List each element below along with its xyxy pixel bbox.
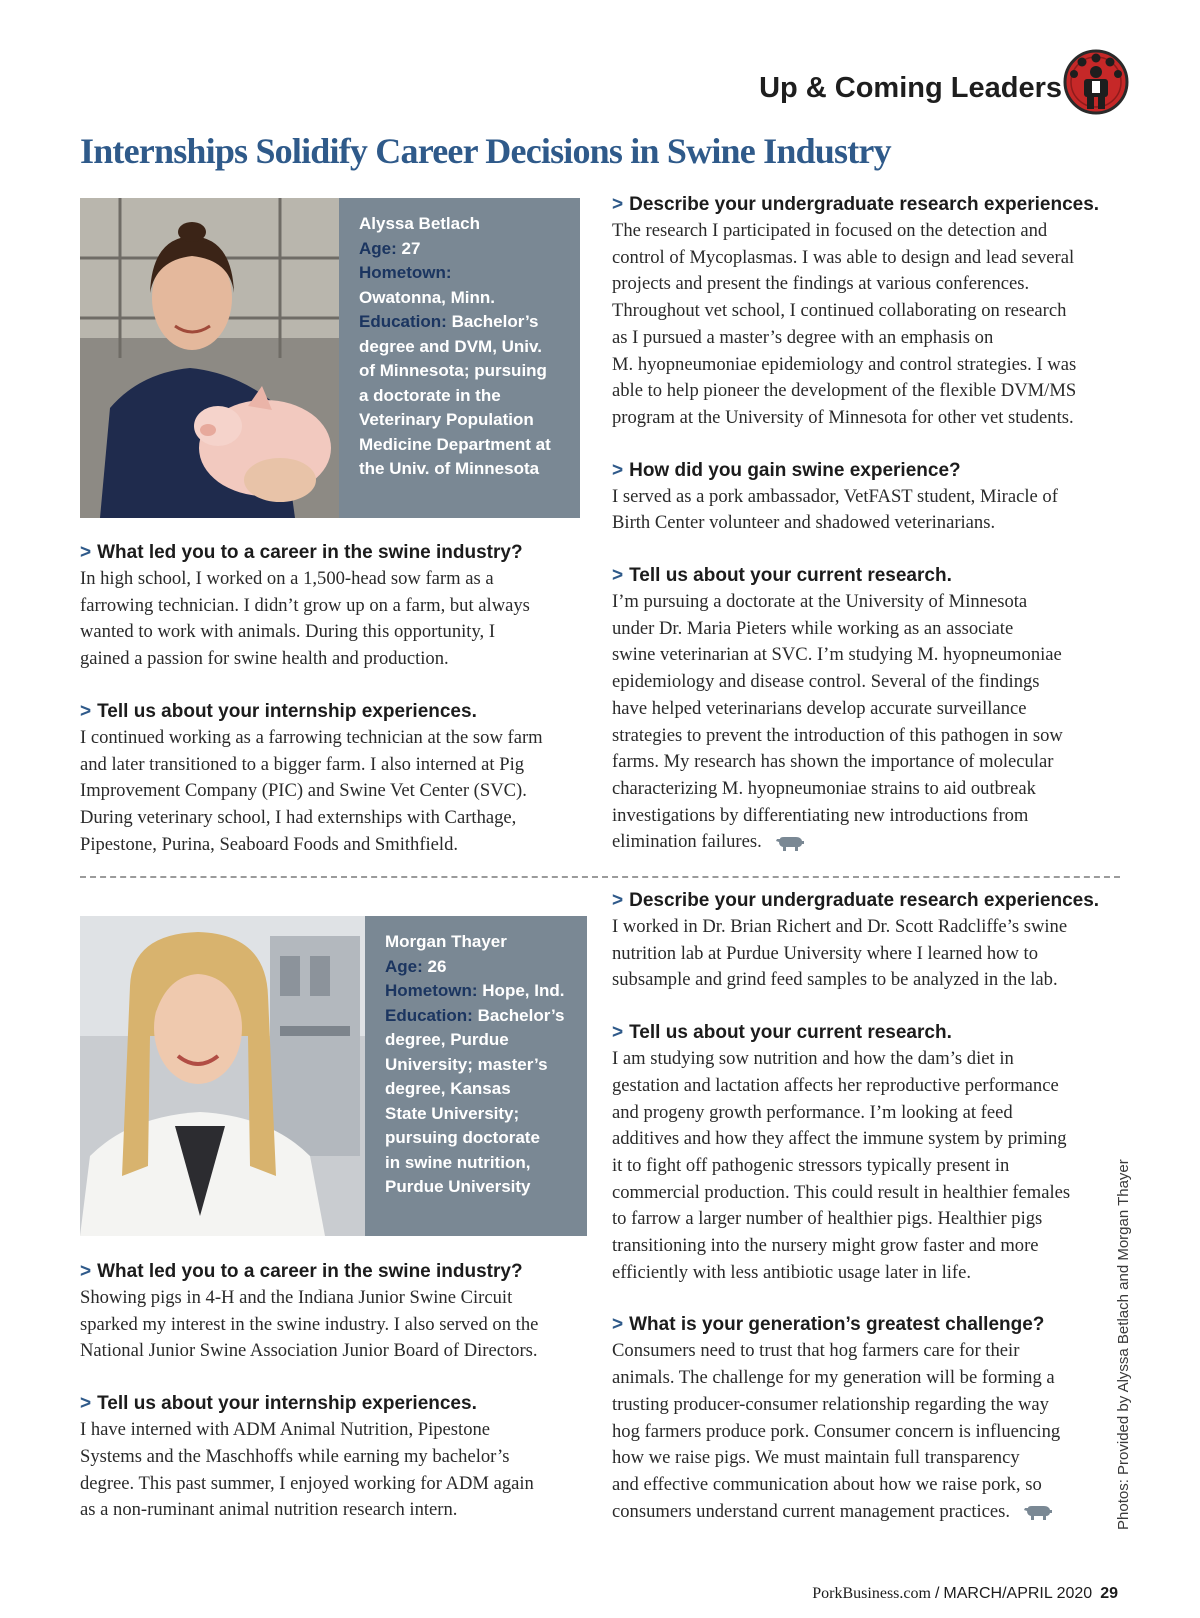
question-heading: > What led you to a career in the swine industry? [80,542,523,563]
bio-education-line: degree and DVM, Univ. [359,336,542,356]
bio-age-label: Age: [359,238,397,258]
right-column-morgan [612,888,1122,1525]
question-heading: > Tell us about your internship experiences. [80,1393,477,1415]
answer-text: I have interned with ADM Animal Nutrition, Pipestone Systems and the Maschhoffs while earning my bachelor’s degree. This past summer, I enjoyed working for ADM again as a non-ruminant animal nutrition research intern. [80,1419,534,1521]
bio-education-line: Veterinary Population [359,410,534,429]
pig-icon [776,835,804,851]
bio-education-line: of Minnesota; pursuing [359,361,547,380]
bio-box-alyssa [339,198,580,518]
answer-text: Showing pigs in 4-H and the Indiana Junior Swine Circuit sparked my interest in the swine industry. I also served on the National Junior Swine Association Junior Board of Directors. [80,1287,539,1362]
leaders-logo-icon [1062,48,1130,116]
question-heading: > Tell us about your current research. [612,1022,952,1044]
bio-education-line: Bachelor’s [451,312,539,331]
bio-hometown: Owatonna, Minn. [359,287,495,307]
portrait-photo-morgan [80,916,365,1236]
bio-name: Alyssa Betlach [359,214,480,233]
headline: Internships Solidify Career Decisions in Swine Industry [80,131,891,171]
bio-hometown-label: Hometown: [359,263,452,282]
bio-age: 27 [401,238,421,258]
bio-age-label: Age: [385,956,423,976]
portrait-photo-alyssa [80,198,339,518]
answer-text: I’m pursuing a doctorate at the University of Minnesota under Dr. Maria Pieters while working as an associate swine veterinarian at SVC. I’m studying M. hyopneumoniae epidemiology and disease control. Several of the findings have helped veterinarians develop accurate surveillance strategies to prevent the introduction of this pathogen in sow farms. My research has shown the importance of molecular characterizing M. hyopneumoniae strains to aid outbreak investigations by differentiating new introductions from elimination failures. [612,591,1063,853]
bio-education-line: State University; [385,1103,520,1123]
bio-age: 26 [427,956,447,976]
bio-education-line: pursuing doctorate [385,1128,540,1147]
pig-icon [1024,1504,1052,1520]
arrow-icon: > [612,1022,624,1044]
bio-education-line: Purdue University [385,1177,531,1196]
bio-education-line: a doctorate in the [359,385,501,405]
profile-divider [80,876,1120,878]
footer-issue: MARCH/APRIL 2020 [943,1585,1093,1602]
question-heading: > Describe your undergraduate research experiences. [612,194,1100,215]
arrow-icon: > [612,565,624,587]
bio-education-line: in swine nutrition, [385,1152,531,1172]
question-heading: > What led you to a career in the swine industry? [80,1261,523,1282]
answer-text: I served as a pork ambassador, VetFAST student, Miracle of Birth Center volunteer and shadowed veterinarians. [612,485,1058,534]
photo-credit: Photos: Provided by Alyssa Betlach and Morgan Thayer [1115,1159,1132,1530]
answer-text: Consumers need to trust that hog farmers care for their animals. The challenge for my generation will be forming a trusting producer-consumer relationship regarding the way hog farmers produce pork. Consumer concern is influencing how we raise pigs. We must maintain full transparency and effective communication about how we raise pork, so consumers understand current management practices. [612,1340,1061,1522]
bio-education-line: University; master’s [385,1054,548,1074]
question-heading: > Tell us about your internship experiences. [80,700,477,722]
arrow-icon: > [80,1261,92,1282]
bio-education-label: Education: [385,1005,473,1025]
right-column-alyssa [612,192,1122,856]
question-heading: > What is your generation’s greatest challenge? [612,1314,1045,1336]
left-column-morgan [80,1259,590,1524]
page-number: 29 [1100,1585,1118,1602]
arrow-icon: > [80,542,92,563]
bio-education-label: Education: [359,312,447,331]
arrow-icon: > [612,890,624,911]
bio-education-line: Bachelor’s [477,1005,565,1025]
bio-name: Morgan Thayer [385,932,507,951]
bio-box-morgan [365,916,587,1236]
section-label: Up & Coming Leaders [759,72,1062,104]
question-heading: > Tell us about your current research. [612,565,952,587]
bio-education-line: the Univ. of Minnesota [359,459,540,478]
bio-education-line: degree, Kansas [385,1079,511,1098]
bio-education-line: degree, Purdue [385,1030,509,1049]
arrow-icon: > [612,1314,624,1336]
bio-hometown-label: Hometown: [385,981,478,1000]
answer-text: I continued working as a farrowing technician at the sow farm and later transitioned to a bigger farm. I also interned at Pig Improvement Company (PIC) and Swine Vet Center (SVC). During veterinary school, I had externships with Carthage, Pipestone, Purina, Seaboard Foods and Smithfield. [80,726,543,855]
answer-text: I am studying sow nutrition and how the dam’s diet in gestation and lactation affects her reproductive performance and progeny growth performance. I’m looking at feed additives and how they affect the immune system by priming it to fight off pathogenic stressors typically present in commercial production. This could result in healthier females to farrow a larger number of healthier pigs. Healthier pigs transitioning into the nursery might grow faster and more efficiently with less antibiotic usage later in life. [612,1048,1071,1283]
answer-text: The research I participated in focused on the detection and control of Mycoplasmas. I was able to design and lead several projects and present the findings at various conferences. Throughout vet school, I continued collaborating on research as I pursued a master’s degree with an emphasis on M. hyopneumoniae epidemiology and control strategies. I was able to help pioneer the development of the flexible DVM/MS program at the University of Minnesota for other vet students. [612,220,1077,428]
arrow-icon: > [80,700,92,722]
answer-text: I worked in Dr. Brian Richert and Dr. Scott Radcliffe’s swine nutrition lab at Purdue University where I learned how to subsample and grind feed samples to be analyzed in the lab. [612,916,1068,991]
arrow-icon: > [612,194,624,215]
footer-site: PorkBusiness.com [812,1585,931,1602]
left-column-alyssa [80,540,590,858]
bio-education-line: Medicine Department at [359,434,551,454]
question-heading: > How did you gain swine experience? [612,459,961,481]
page-footer [812,1585,1118,1603]
arrow-icon: > [612,459,624,481]
answer-text: In high school, I worked on a 1,500-head sow farm as a farrowing technician. I didn’t grow up on a farm, but always wanted to work with animals. During this opportunity, I gained a passion for swine health and production. [80,568,530,670]
arrow-icon: > [80,1393,92,1415]
question-heading: > Describe your undergraduate research experiences. [612,890,1100,911]
footer-separator: / [934,1585,940,1602]
bio-hometown: Hope, Ind. [482,981,565,1000]
